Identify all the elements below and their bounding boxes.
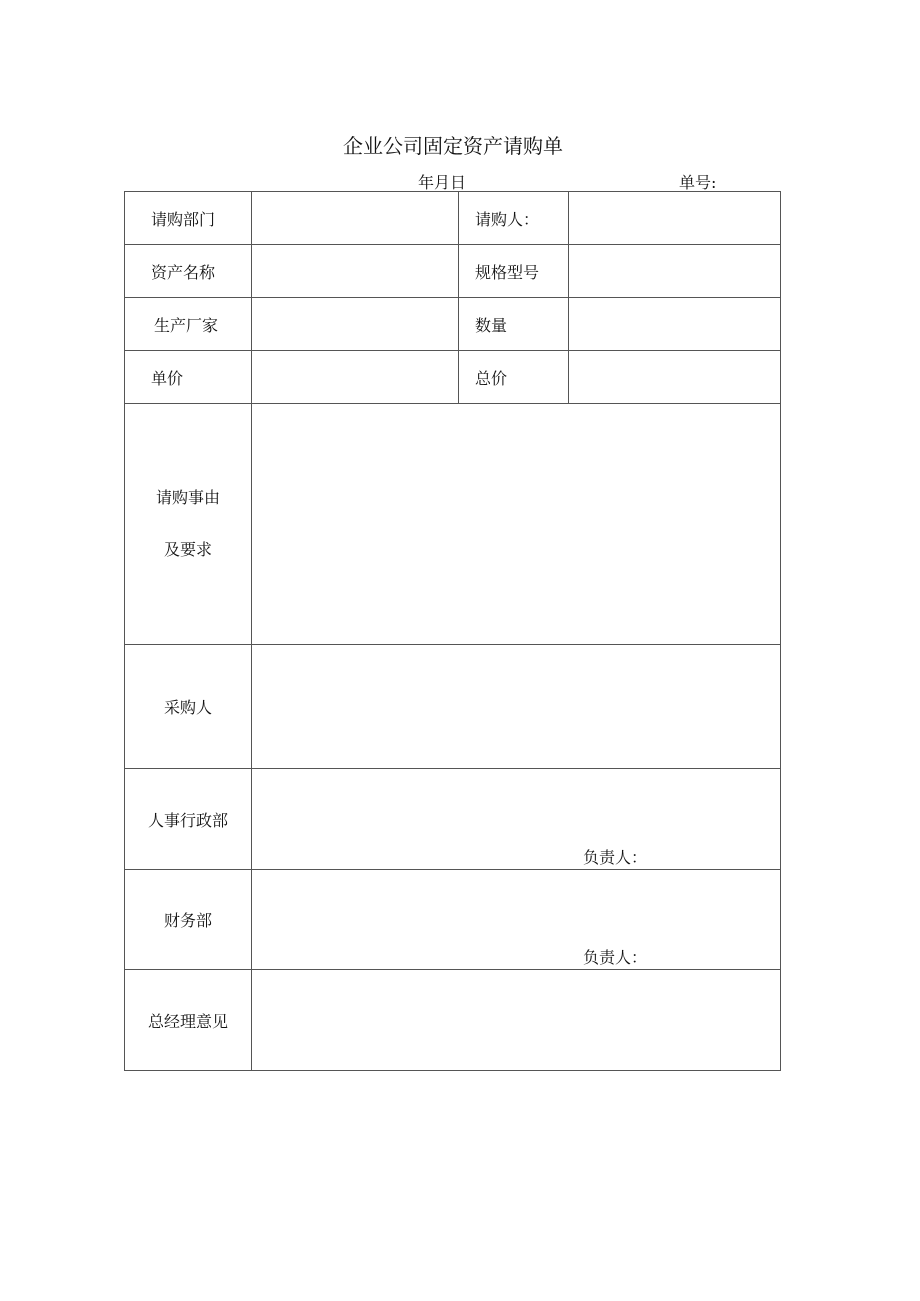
unit-price-label: 单价 (125, 351, 252, 404)
finance-label: 财务部 (125, 870, 252, 970)
asset-name-label: 资产名称 (125, 245, 252, 298)
table-row (125, 645, 781, 769)
table-row (125, 351, 781, 404)
manufacturer-field[interactable] (252, 298, 459, 351)
gm-opinion-label: 总经理意见 (125, 970, 252, 1071)
form-number-label: 单号: (679, 173, 717, 192)
requester-field[interactable] (569, 192, 781, 245)
requester-label: 请购人： (459, 192, 569, 245)
reason-label-line1: 请购事由 (155, 488, 220, 507)
finance-field[interactable] (252, 870, 781, 970)
manufacturer-label: 生产厂家 (125, 298, 252, 351)
spec-model-field[interactable] (569, 245, 781, 298)
table-row (125, 298, 781, 351)
total-price-label: 总价 (459, 351, 569, 404)
unit-price-field[interactable] (252, 351, 459, 404)
department-label: 请购部门 (125, 192, 252, 245)
table-row (125, 970, 781, 1071)
purchaser-label: 采购人 (125, 645, 252, 769)
table-row (125, 870, 781, 970)
reason-label (125, 404, 252, 645)
department-field[interactable] (252, 192, 459, 245)
table-row (125, 192, 781, 245)
finance-responsible-label: 负责人： (583, 948, 648, 967)
table-row (125, 769, 781, 870)
quantity-field[interactable] (569, 298, 781, 351)
date-label: 年月日 (418, 173, 467, 192)
total-price-field[interactable] (569, 351, 781, 404)
quantity-label: 数量 (459, 298, 569, 351)
form-title: 企业公司固定资产请购单 (343, 134, 563, 158)
table-row (125, 404, 781, 645)
hr-responsible-label: 负责人： (583, 848, 648, 867)
reason-field[interactable] (252, 404, 781, 645)
reason-label-line2: 及要求 (163, 540, 212, 559)
gm-opinion-field[interactable] (252, 970, 781, 1071)
purchaser-field[interactable] (252, 645, 781, 769)
asset-name-field[interactable] (252, 245, 459, 298)
spec-model-label: 规格型号 (459, 245, 569, 298)
purchase-request-table (124, 191, 781, 1071)
table-row (125, 245, 781, 298)
hr-admin-label: 人事行政部 (125, 769, 252, 870)
hr-admin-field[interactable] (252, 769, 781, 870)
